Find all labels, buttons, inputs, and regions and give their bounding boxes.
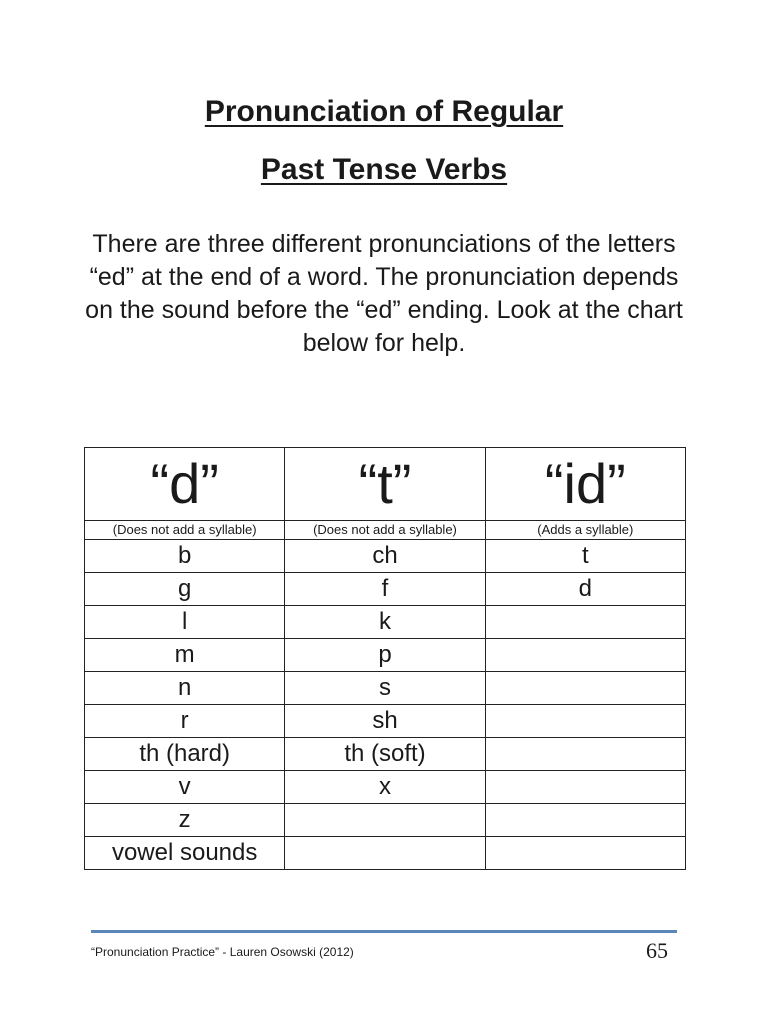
- table-cell: [485, 705, 685, 738]
- table-header-row: [85, 448, 686, 521]
- table-cell: [285, 804, 485, 837]
- table-cell: ch: [285, 540, 485, 573]
- table-cell: k: [285, 606, 485, 639]
- table-cell: g: [85, 573, 285, 606]
- table-row: [85, 738, 686, 771]
- table-cell: [285, 837, 485, 870]
- table-row: [85, 639, 686, 672]
- table-cell: r: [85, 705, 285, 738]
- table-note-row: [85, 521, 686, 540]
- ed-pronunciation-table: [84, 447, 686, 870]
- table-row: [85, 573, 686, 606]
- page-number: 65: [646, 938, 668, 963]
- table-row: [85, 837, 686, 870]
- footer-credit: “Pronunciation Practice” - Lauren Osowski (2012): [91, 945, 354, 959]
- header-d: “d”: [85, 448, 285, 521]
- table-cell: s: [285, 672, 485, 705]
- table-row: [85, 804, 686, 837]
- table-cell: n: [85, 672, 285, 705]
- table-cell: b: [85, 540, 285, 573]
- table-cell: [485, 804, 685, 837]
- intro-paragraph: There are three different pronunciations of the letters “ed” at the end of a word. The pronunciation depends on the sound before the “ed” ending. Look at the chart below for help.: [85, 230, 683, 357]
- table-cell: sh: [285, 705, 485, 738]
- table-cell: x: [285, 771, 485, 804]
- table-row: [85, 540, 686, 573]
- table-row: [85, 705, 686, 738]
- note-id: (Adds a syllable): [485, 521, 685, 540]
- table-cell: th (soft): [285, 738, 485, 771]
- table-cell: t: [485, 540, 685, 573]
- table-cell: m: [85, 639, 285, 672]
- table-row: [85, 606, 686, 639]
- table-cell: [485, 837, 685, 870]
- header-t: “t”: [285, 448, 485, 521]
- table-cell: [485, 606, 685, 639]
- table-cell: d: [485, 573, 685, 606]
- table-row: [85, 771, 686, 804]
- table-cell: [485, 738, 685, 771]
- table-cell: v: [85, 771, 285, 804]
- page-title-line-2: Past Tense Verbs: [260, 153, 508, 186]
- table-cell: [485, 672, 685, 705]
- note-d: (Does not add a syllable): [85, 521, 285, 540]
- header-id: “id”: [485, 448, 685, 521]
- table-cell: l: [85, 606, 285, 639]
- table-cell: p: [285, 639, 485, 672]
- table-row: [85, 672, 686, 705]
- table-cell: [485, 639, 685, 672]
- footer-divider: [91, 930, 677, 933]
- table-cell: f: [285, 573, 485, 606]
- note-t: (Does not add a syllable): [285, 521, 485, 540]
- table-cell: th (hard): [85, 738, 285, 771]
- page-title-line-1: Pronunciation of Regular: [204, 95, 564, 128]
- table-cell: z: [85, 804, 285, 837]
- table-cell: vowel sounds: [85, 837, 285, 870]
- table-cell: [485, 771, 685, 804]
